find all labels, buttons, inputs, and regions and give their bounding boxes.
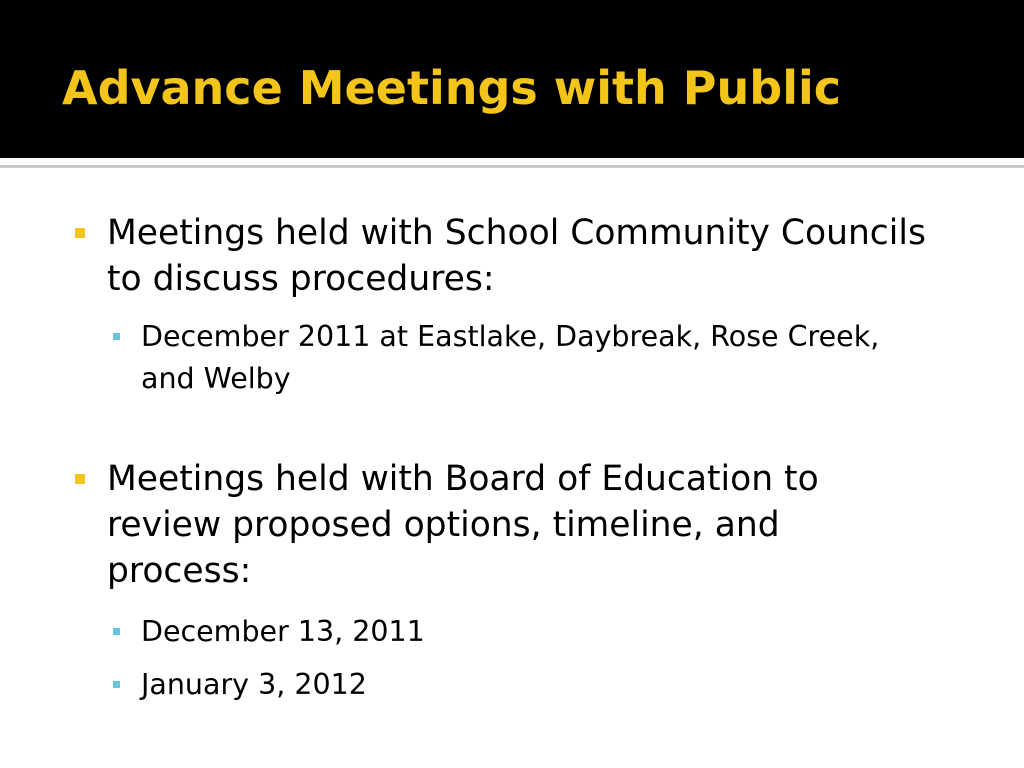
sub-bullet-text: December 2011 at Eastlake, Daybreak, Rose Creek, and Welby <box>141 320 880 395</box>
sub-bullet-square-icon <box>113 681 120 688</box>
sub-bullet-text: January 3, 2012 <box>141 668 367 701</box>
sub-bullet-square-icon <box>113 333 120 340</box>
bullet-text: Meetings held with School Community Councils to discuss procedures: <box>107 213 926 299</box>
bullet-square-icon <box>75 474 85 484</box>
sub-bullet-text: December 13, 2011 <box>141 615 425 648</box>
slide-title: Advance Meetings with Public <box>62 61 841 115</box>
bullet-square-icon <box>75 228 85 238</box>
bullet-text: Meetings held with Board of Education to review proposed options, timeline, and process: <box>107 459 819 591</box>
sub-bullet-square-icon <box>113 628 120 635</box>
